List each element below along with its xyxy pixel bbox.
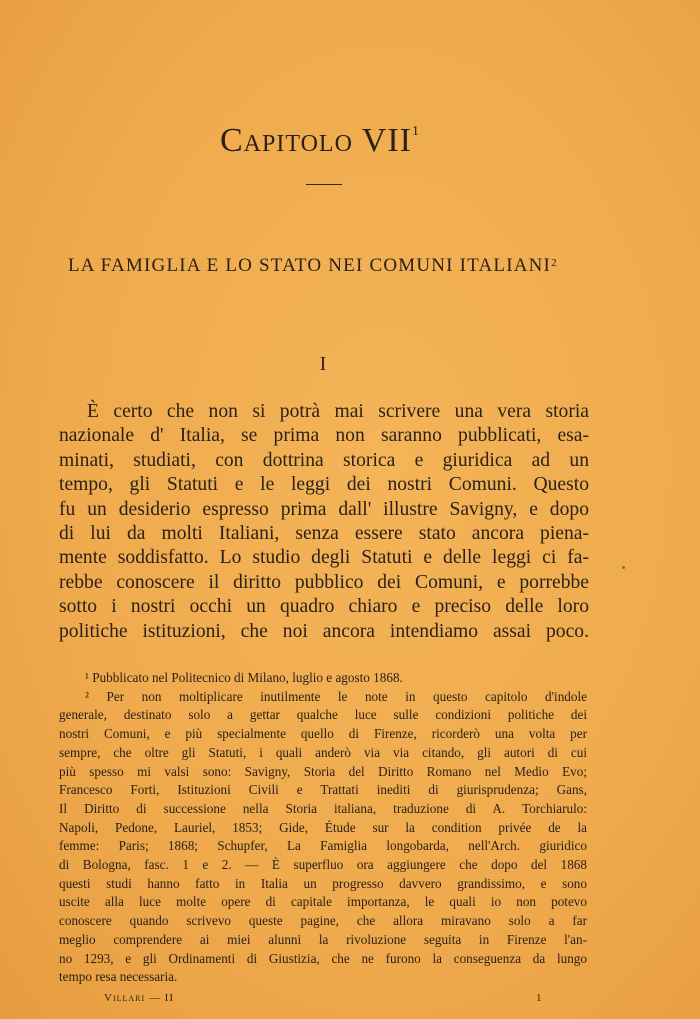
section-note-marker: 2 xyxy=(551,257,558,269)
running-footer: Villari — II xyxy=(104,992,174,1004)
footnote-line: Francesco Forti, Istituzioni Civili e Trattati inediti di giurisprudenza; Gans, xyxy=(59,782,587,798)
section-title: LA FAMIGLIA E LO STATO NEI COMUNI ITALIANI xyxy=(68,255,552,276)
chapter-title: Capitolo VII xyxy=(220,122,412,159)
footnote-line: sempre, che oltre gli Statuti, i quali anderò via via citando, gli autori di cui xyxy=(59,744,587,760)
body-line: tempo, gli Statuti e le leggi dei nostri Comuni. Questo xyxy=(59,474,589,496)
footnote-line: Il Diritto di successione nella Storia italiana, traduzione di A. Torchiarulo: xyxy=(59,800,587,816)
body-line: minati, studiati, con dottrina storica e giuridica ad un xyxy=(59,449,589,471)
footnote-line: di Bologna, fasc. 1 e 2. — È superfluo ora aggiungere che dopo del 1868 xyxy=(59,857,587,873)
part-numeral: I xyxy=(319,353,327,375)
footnote-line: uscite alla luce molte opere di capitale importanza, le quali io non potevo xyxy=(59,894,587,910)
footnote-line: nostri Comuni, e più specialmente quello di Firenze, ricorderò una volta per xyxy=(59,726,587,742)
footnote-line: conoscere quando scrivevo queste pagine, che allora miravano solo a far xyxy=(59,913,587,929)
chapter-heading xyxy=(0,122,640,160)
section-heading xyxy=(68,255,628,277)
footnote-line: ¹ Pubblicato nel Politecnico di Milano, luglio e agosto 1868. xyxy=(85,670,403,685)
footnote-line: no 1293, e gli Ordinamenti di Giustizia, che ne furono la conseguenza da lungo xyxy=(59,950,587,966)
body-line: fu un desiderio espresso prima dall' illustre Savigny, e dopo xyxy=(59,498,589,520)
body-line: È certo che non si potrà mai scrivere una vera storia xyxy=(87,401,589,422)
footnote-line: femme: Paris; 1868; Schupfer, La Famiglia longobarda, nell'Arch. giuridico xyxy=(59,838,587,854)
divider-rule xyxy=(306,184,342,185)
footnote-line: più spesso mi valsi sono: Savigny, Storia del Diritto Romano nel Medio Evo; xyxy=(59,763,587,779)
footnotes xyxy=(59,669,587,987)
signature-mark: 1 xyxy=(536,992,542,1004)
paper-speck xyxy=(622,566,625,569)
footnote-line: tempo resa necessaria. xyxy=(59,969,178,985)
footnote-line: generale, destinato solo a gettar qualche luce sulle condizioni politiche dei xyxy=(59,707,587,723)
body-line: rebbe conoscere il diritto pubblico dei Comuni, e porrebbe xyxy=(59,571,589,593)
footnote-line: meglio comprendere ai miei alunni la rivoluzione seguita in Firenze l'an- xyxy=(59,931,587,947)
footnote-line: questi studi hanno fatto in Italia un progresso davvero grandissimo, e sono xyxy=(59,875,587,891)
chapter-note-marker: 1 xyxy=(411,124,420,139)
footnote-line: ² Per non moltiplicare inutilmente le note in questo capitolo d'indole xyxy=(85,688,587,704)
body-paragraph xyxy=(59,400,589,644)
body-line: politiche istituzioni, che noi ancora intendiamo assai poco. xyxy=(59,620,589,642)
body-line: mente soddisfatto. Lo studio degli Statuti e delle leggi ci fa- xyxy=(59,547,589,569)
body-line: sotto i nostri occhi un quadro chiaro e preciso delle loro xyxy=(59,596,589,618)
body-line: di lui da molti Italiani, senza essere stato ancora piena- xyxy=(59,523,589,545)
body-line: nazionale d' Italia, se prima non saranno pubblicati, esa- xyxy=(59,425,589,447)
footnote-line: Napoli, Pedone, Lauriel, 1853; Gide, Étude sur la condition privée de la xyxy=(59,819,587,835)
